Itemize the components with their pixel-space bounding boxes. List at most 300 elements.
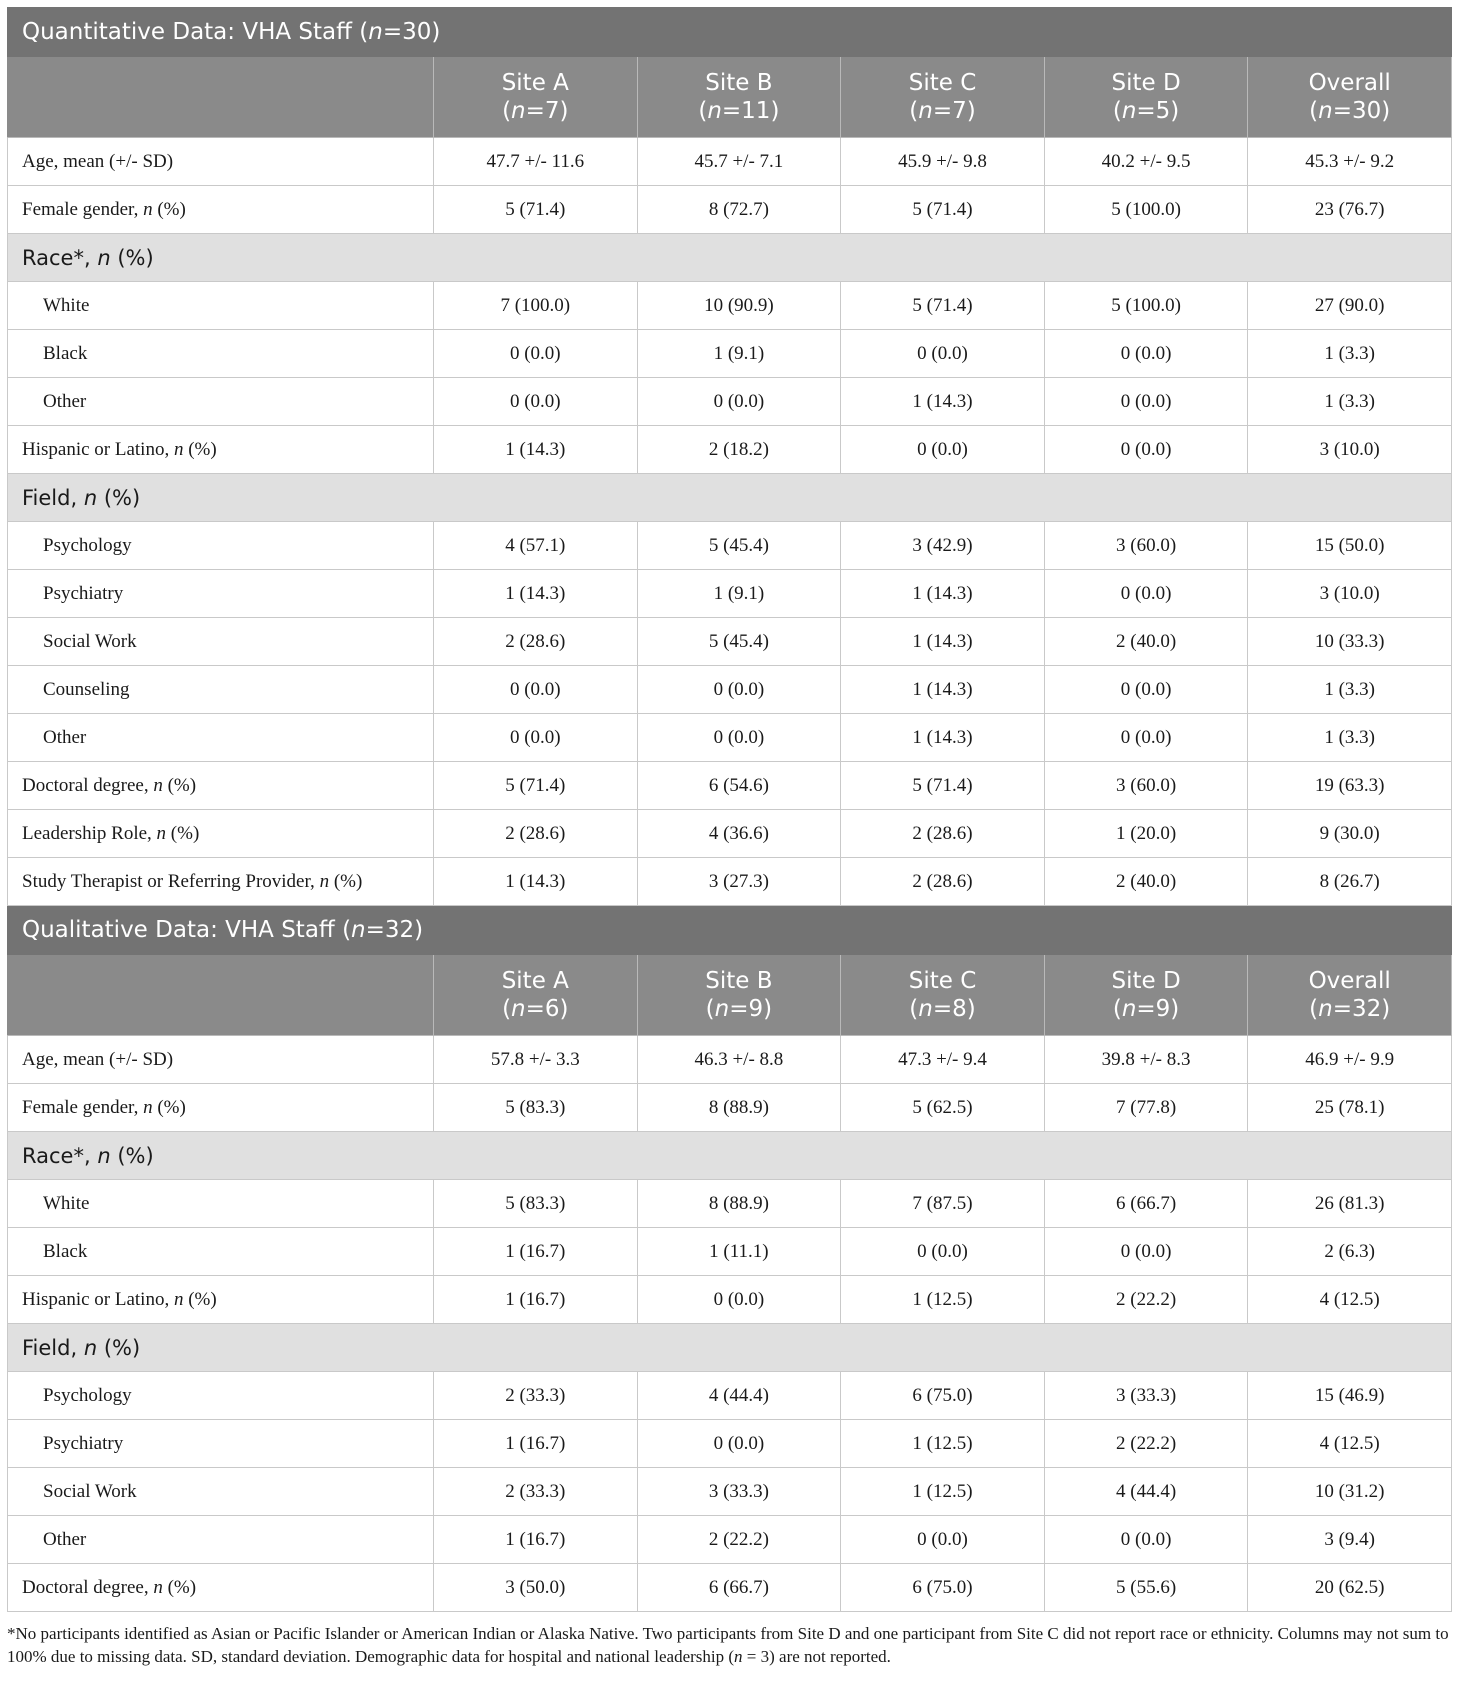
group-header xyxy=(8,1132,1452,1180)
column-header xyxy=(841,57,1045,138)
row-label xyxy=(8,1372,434,1420)
column-name: Site A xyxy=(501,968,569,994)
column-n-open: ( xyxy=(705,996,715,1022)
table-cell: 0 (0.0) xyxy=(637,714,841,762)
column-n-value: =8) xyxy=(932,996,976,1022)
column-name: Overall xyxy=(1308,70,1391,96)
table-cell: 5 (100.0) xyxy=(1044,282,1248,330)
table-cell: 0 (0.0) xyxy=(841,1228,1045,1276)
table-cell: 5 (71.4) xyxy=(841,762,1045,810)
table-row xyxy=(8,282,1452,330)
section-title-row xyxy=(8,8,1452,57)
column-n-open: ( xyxy=(502,98,512,124)
table-cell: 1 (16.7) xyxy=(434,1276,638,1324)
column-n-value: =30) xyxy=(1332,98,1391,124)
column-name: Site B xyxy=(705,70,773,96)
column-header-row xyxy=(8,57,1452,138)
footnote-text-1: *No participants identified as Asian or Pacific Islander or American Indian or Alaska Native. Two participants from Site D and one participant from Site C did not report race or ethnicity. Columns may not sum to 100% due to missing data. SD, standard deviation. Demographic data for hospital and national leadership ( xyxy=(7,1624,1449,1666)
table-cell: 46.9 +/- 9.9 xyxy=(1248,1036,1452,1084)
row-label-text: Black xyxy=(43,1240,88,1262)
column-header xyxy=(841,955,1045,1036)
section-title-count: =30) xyxy=(382,19,441,45)
table-cell: 1 (14.3) xyxy=(434,426,638,474)
table-cell: 5 (71.4) xyxy=(841,282,1045,330)
table-row xyxy=(8,714,1452,762)
row-label-text: Psychology xyxy=(43,1384,132,1406)
row-label-suffix: (%) xyxy=(152,1096,186,1118)
column-header xyxy=(1248,57,1452,138)
table-cell: 1 (3.3) xyxy=(1248,714,1452,762)
footnote-text-2: = 3) are not reported. xyxy=(742,1647,891,1666)
column-n-value: =9) xyxy=(1136,996,1180,1022)
table-cell: 5 (71.4) xyxy=(434,186,638,234)
column-n-open: ( xyxy=(909,996,919,1022)
column-n-open: ( xyxy=(1112,996,1122,1022)
group-label: Field, xyxy=(22,485,84,510)
table-cell: 10 (90.9) xyxy=(637,282,841,330)
row-label-text: Study Therapist or Referring Provider, xyxy=(22,870,320,892)
table-cell: 23 (76.7) xyxy=(1248,186,1452,234)
row-label-suffix: (%) xyxy=(183,1288,217,1310)
row-label-text: Doctoral degree, xyxy=(22,774,154,796)
table-cell: 1 (20.0) xyxy=(1044,810,1248,858)
column-n xyxy=(1248,97,1451,125)
table-cell: 1 (11.1) xyxy=(637,1228,841,1276)
group-header-row xyxy=(8,474,1452,522)
row-label xyxy=(8,1564,434,1612)
section-title-n: n xyxy=(351,917,366,943)
row-label-text: Age, mean (+/- SD) xyxy=(22,1048,174,1070)
column-n xyxy=(638,97,841,125)
table-cell: 1 (9.1) xyxy=(637,570,841,618)
row-label-text: Hispanic or Latino, xyxy=(22,438,174,460)
table-cell: 0 (0.0) xyxy=(1044,570,1248,618)
table-cell: 5 (83.3) xyxy=(434,1180,638,1228)
table-row xyxy=(8,810,1452,858)
row-label-text: Other xyxy=(43,390,87,412)
table-cell: 6 (75.0) xyxy=(841,1564,1045,1612)
table-cell: 2 (40.0) xyxy=(1044,618,1248,666)
group-header-row xyxy=(8,234,1452,282)
row-label xyxy=(8,378,434,426)
row-label xyxy=(8,426,434,474)
row-label-text: Psychiatry xyxy=(43,1432,124,1454)
group-n: n xyxy=(83,485,98,510)
table-row xyxy=(8,1228,1452,1276)
table-cell: 15 (50.0) xyxy=(1248,522,1452,570)
row-label-text: Social Work xyxy=(43,630,137,652)
table-cell: 5 (83.3) xyxy=(434,1084,638,1132)
row-label-n: n xyxy=(173,1288,184,1310)
column-n-symbol: n xyxy=(1318,98,1333,124)
row-label xyxy=(8,1276,434,1324)
table-cell: 0 (0.0) xyxy=(1044,1228,1248,1276)
table-cell: 45.7 +/- 7.1 xyxy=(637,138,841,186)
table-cell: 0 (0.0) xyxy=(1044,330,1248,378)
column-header xyxy=(637,57,841,138)
table-row xyxy=(8,618,1452,666)
section-title xyxy=(8,906,1452,955)
section-title-n: n xyxy=(368,19,383,45)
table-cell: 4 (57.1) xyxy=(434,522,638,570)
row-label-text: White xyxy=(43,1192,90,1214)
row-label-text: Female gender, xyxy=(22,198,144,220)
table-cell: 1 (14.3) xyxy=(841,618,1045,666)
column-header xyxy=(637,955,841,1036)
table-cell: 8 (26.7) xyxy=(1248,858,1452,906)
row-label-suffix: (%) xyxy=(152,198,186,220)
section-title-count: =32) xyxy=(365,917,424,943)
table-cell: 1 (14.3) xyxy=(841,714,1045,762)
table-cell: 4 (44.4) xyxy=(637,1372,841,1420)
table-cell: 10 (33.3) xyxy=(1248,618,1452,666)
group-header xyxy=(8,1324,1452,1372)
row-label xyxy=(8,1228,434,1276)
column-n xyxy=(1045,995,1248,1023)
table-cell: 1 (16.7) xyxy=(434,1228,638,1276)
table-cell: 0 (0.0) xyxy=(1044,666,1248,714)
table-cell: 8 (72.7) xyxy=(637,186,841,234)
table-cell: 3 (60.0) xyxy=(1044,762,1248,810)
table-cell: 46.3 +/- 8.8 xyxy=(637,1036,841,1084)
column-name: Site B xyxy=(705,968,773,994)
column-n-symbol: n xyxy=(714,996,730,1022)
column-name: Overall xyxy=(1308,968,1391,994)
group-suffix: (%) xyxy=(97,1335,141,1360)
table-cell: 0 (0.0) xyxy=(841,426,1045,474)
table-cell: 0 (0.0) xyxy=(637,666,841,714)
column-n-symbol: n xyxy=(1121,996,1137,1022)
column-n xyxy=(434,97,637,125)
table-row xyxy=(8,1036,1452,1084)
column-name: Site C xyxy=(908,70,977,96)
column-header xyxy=(434,57,638,138)
table-row xyxy=(8,1516,1452,1564)
table-cell: 5 (45.4) xyxy=(637,618,841,666)
column-n-symbol: n xyxy=(511,98,526,124)
table-cell: 7 (100.0) xyxy=(434,282,638,330)
table-cell: 0 (0.0) xyxy=(434,330,638,378)
table-cell: 0 (0.0) xyxy=(1044,378,1248,426)
table-cell: 45.3 +/- 9.2 xyxy=(1248,138,1452,186)
column-header xyxy=(434,955,638,1036)
table-cell: 1 (14.3) xyxy=(434,570,638,618)
group-suffix: (%) xyxy=(110,245,154,270)
table-cell: 8 (88.9) xyxy=(637,1180,841,1228)
table-cell: 2 (28.6) xyxy=(434,618,638,666)
table-cell: 1 (3.3) xyxy=(1248,378,1452,426)
column-n-open: ( xyxy=(909,98,919,124)
row-label xyxy=(8,810,434,858)
table-row xyxy=(8,138,1452,186)
column-n-symbol: n xyxy=(511,996,526,1022)
table-cell: 3 (33.3) xyxy=(637,1468,841,1516)
row-label-text: Psychiatry xyxy=(43,582,124,604)
row-label xyxy=(8,522,434,570)
table-cell: 1 (12.5) xyxy=(841,1468,1045,1516)
table-row xyxy=(8,1084,1452,1132)
row-label xyxy=(8,570,434,618)
column-n xyxy=(638,995,841,1023)
group-header-row xyxy=(8,1132,1452,1180)
demographics-table xyxy=(7,7,1452,1612)
table-cell: 1 (14.3) xyxy=(841,666,1045,714)
demographics-table-container xyxy=(7,7,1451,1668)
row-label-text: Psychology xyxy=(43,534,132,556)
row-label-text: Doctoral degree, xyxy=(22,1576,154,1598)
table-cell: 2 (28.6) xyxy=(841,858,1045,906)
table-cell: 47.7 +/- 11.6 xyxy=(434,138,638,186)
table-cell: 25 (78.1) xyxy=(1248,1084,1452,1132)
table-cell: 26 (81.3) xyxy=(1248,1180,1452,1228)
table-cell: 3 (9.4) xyxy=(1248,1516,1452,1564)
table-cell: 5 (45.4) xyxy=(637,522,841,570)
section-title xyxy=(8,8,1452,57)
table-row xyxy=(8,1468,1452,1516)
table-cell: 0 (0.0) xyxy=(637,1420,841,1468)
table-cell: 20 (62.5) xyxy=(1248,1564,1452,1612)
row-label xyxy=(8,714,434,762)
table-cell: 3 (27.3) xyxy=(637,858,841,906)
row-label-text: Female gender, xyxy=(22,1096,144,1118)
footnote-n: n xyxy=(734,1647,743,1666)
column-n-value: =32) xyxy=(1332,996,1391,1022)
column-n xyxy=(841,97,1044,125)
table-cell: 8 (88.9) xyxy=(637,1084,841,1132)
table-cell: 6 (66.7) xyxy=(637,1564,841,1612)
table-cell: 1 (3.3) xyxy=(1248,330,1452,378)
table-row xyxy=(8,1372,1452,1420)
row-label-text: Counseling xyxy=(43,678,130,700)
table-cell: 2 (28.6) xyxy=(841,810,1045,858)
table-cell: 5 (100.0) xyxy=(1044,186,1248,234)
table-cell: 1 (14.3) xyxy=(434,858,638,906)
table-cell: 1 (16.7) xyxy=(434,1516,638,1564)
table-cell: 1 (14.3) xyxy=(841,570,1045,618)
column-name: Site D xyxy=(1111,968,1181,994)
row-label-suffix: (%) xyxy=(329,870,363,892)
table-cell: 2 (22.2) xyxy=(1044,1420,1248,1468)
column-n-value: =7) xyxy=(932,98,976,124)
table-row xyxy=(8,378,1452,426)
table-cell: 1 (9.1) xyxy=(637,330,841,378)
table-cell: 7 (77.8) xyxy=(1044,1084,1248,1132)
group-n: n xyxy=(97,245,111,270)
column-n-open: ( xyxy=(1112,98,1122,124)
table-row xyxy=(8,186,1452,234)
row-label-n: n xyxy=(153,774,163,796)
table-row xyxy=(8,570,1452,618)
column-header-blank xyxy=(8,57,434,138)
table-cell: 7 (87.5) xyxy=(841,1180,1045,1228)
table-cell: 0 (0.0) xyxy=(1044,426,1248,474)
row-label-text: Black xyxy=(43,342,88,364)
row-label xyxy=(8,858,434,906)
table-row xyxy=(8,1564,1452,1612)
column-header xyxy=(1044,57,1248,138)
group-header xyxy=(8,234,1452,282)
row-label-text: White xyxy=(43,294,90,316)
table-cell: 3 (10.0) xyxy=(1248,570,1452,618)
row-label-suffix: (%) xyxy=(166,822,200,844)
table-cell: 2 (33.3) xyxy=(434,1372,638,1420)
table-cell: 6 (54.6) xyxy=(637,762,841,810)
row-label-suffix: (%) xyxy=(183,438,217,460)
row-label-suffix: (%) xyxy=(162,1576,197,1598)
table-row xyxy=(8,858,1452,906)
table-cell: 0 (0.0) xyxy=(637,378,841,426)
table-cell: 6 (66.7) xyxy=(1044,1180,1248,1228)
table-cell: 0 (0.0) xyxy=(841,1516,1045,1564)
column-n-symbol: n xyxy=(918,98,933,124)
table-cell: 19 (63.3) xyxy=(1248,762,1452,810)
row-label-text: Social Work xyxy=(43,1480,137,1502)
row-label xyxy=(8,762,434,810)
table-cell: 1 (14.3) xyxy=(841,378,1045,426)
column-name: Site D xyxy=(1111,70,1181,96)
table-cell: 3 (33.3) xyxy=(1044,1372,1248,1420)
table-cell: 47.3 +/- 9.4 xyxy=(841,1036,1045,1084)
table-row xyxy=(8,762,1452,810)
table-cell: 1 (12.5) xyxy=(841,1420,1045,1468)
column-n-value: =11) xyxy=(721,98,780,124)
column-n-symbol: n xyxy=(707,98,722,124)
table-row xyxy=(8,1276,1452,1324)
table-row xyxy=(8,522,1452,570)
table-cell: 6 (75.0) xyxy=(841,1372,1045,1420)
column-name: Site C xyxy=(908,968,977,994)
group-n: n xyxy=(97,1143,111,1168)
table-row xyxy=(8,426,1452,474)
group-label: Race*, xyxy=(22,245,98,270)
table-row xyxy=(8,330,1452,378)
table-cell: 2 (6.3) xyxy=(1248,1228,1452,1276)
table-cell: 2 (22.2) xyxy=(637,1516,841,1564)
table-cell: 5 (62.5) xyxy=(841,1084,1045,1132)
table-cell: 4 (12.5) xyxy=(1248,1420,1452,1468)
table-cell: 57.8 +/- 3.3 xyxy=(434,1036,638,1084)
table-cell: 10 (31.2) xyxy=(1248,1468,1452,1516)
column-header xyxy=(1044,955,1248,1036)
table-cell: 0 (0.0) xyxy=(841,330,1045,378)
group-label: Race*, xyxy=(22,1143,98,1168)
group-n: n xyxy=(83,1335,98,1360)
column-header xyxy=(1248,955,1452,1036)
section-title-text: Qualitative Data: VHA Staff ( xyxy=(22,917,352,943)
column-n xyxy=(1248,995,1451,1023)
column-header-row xyxy=(8,955,1452,1036)
table-cell: 5 (71.4) xyxy=(434,762,638,810)
table-cell: 4 (12.5) xyxy=(1248,1276,1452,1324)
table-cell: 3 (50.0) xyxy=(434,1564,638,1612)
group-label: Field, xyxy=(22,1335,84,1360)
table-cell: 4 (44.4) xyxy=(1044,1468,1248,1516)
row-label-n: n xyxy=(153,1576,163,1598)
row-label-n: n xyxy=(143,198,153,220)
column-n-symbol: n xyxy=(918,996,933,1022)
table-footnote xyxy=(7,1622,1451,1668)
table-cell: 2 (33.3) xyxy=(434,1468,638,1516)
table-cell: 3 (10.0) xyxy=(1248,426,1452,474)
table-row xyxy=(8,666,1452,714)
section-title-text: Quantitative Data: VHA Staff ( xyxy=(22,19,369,45)
row-label xyxy=(8,330,434,378)
table-cell: 5 (55.6) xyxy=(1044,1564,1248,1612)
table-cell: 0 (0.0) xyxy=(1044,714,1248,762)
column-n xyxy=(841,995,1044,1023)
row-label xyxy=(8,666,434,714)
table-cell: 0 (0.0) xyxy=(1044,1516,1248,1564)
column-n-value: =6) xyxy=(525,996,569,1022)
row-label xyxy=(8,186,434,234)
column-n xyxy=(434,995,637,1023)
group-suffix: (%) xyxy=(110,1143,154,1168)
column-n-symbol: n xyxy=(1121,98,1137,124)
row-label xyxy=(8,1468,434,1516)
table-cell: 9 (30.0) xyxy=(1248,810,1452,858)
row-label-text: Leadership Role, xyxy=(22,822,157,844)
column-n-value: =5) xyxy=(1136,98,1180,124)
row-label-n: n xyxy=(319,870,330,892)
column-n-value: =9) xyxy=(729,996,773,1022)
row-label-text: Other xyxy=(43,1528,87,1550)
row-label-text: Age, mean (+/- SD) xyxy=(22,150,174,172)
row-label xyxy=(8,1084,434,1132)
group-header xyxy=(8,474,1452,522)
table-cell: 0 (0.0) xyxy=(637,1276,841,1324)
table-cell: 0 (0.0) xyxy=(434,666,638,714)
table-cell: 3 (42.9) xyxy=(841,522,1045,570)
row-label xyxy=(8,282,434,330)
row-label xyxy=(8,618,434,666)
table-cell: 2 (28.6) xyxy=(434,810,638,858)
table-cell: 1 (12.5) xyxy=(841,1276,1045,1324)
table-body xyxy=(8,8,1452,1612)
row-label-n: n xyxy=(143,1096,153,1118)
column-header-blank xyxy=(8,955,434,1036)
row-label-text: Other xyxy=(43,726,87,748)
group-suffix: (%) xyxy=(97,485,141,510)
column-n-open: ( xyxy=(1309,98,1319,124)
column-n-open: ( xyxy=(698,98,708,124)
row-label-n: n xyxy=(156,822,167,844)
table-cell: 5 (71.4) xyxy=(841,186,1045,234)
column-name: Site A xyxy=(501,70,569,96)
row-label xyxy=(8,1516,434,1564)
table-cell: 0 (0.0) xyxy=(434,714,638,762)
table-cell: 2 (40.0) xyxy=(1044,858,1248,906)
row-label xyxy=(8,1180,434,1228)
table-cell: 39.8 +/- 8.3 xyxy=(1044,1036,1248,1084)
group-header-row xyxy=(8,1324,1452,1372)
column-n-open: ( xyxy=(502,996,512,1022)
row-label xyxy=(8,1036,434,1084)
column-n xyxy=(1045,97,1248,125)
table-cell: 0 (0.0) xyxy=(434,378,638,426)
table-cell: 15 (46.9) xyxy=(1248,1372,1452,1420)
column-n-open: ( xyxy=(1309,996,1319,1022)
table-cell: 1 (16.7) xyxy=(434,1420,638,1468)
row-label xyxy=(8,1420,434,1468)
table-row xyxy=(8,1420,1452,1468)
row-label-n: n xyxy=(173,438,184,460)
table-cell: 2 (18.2) xyxy=(637,426,841,474)
section-title-row xyxy=(8,906,1452,955)
table-cell: 45.9 +/- 9.8 xyxy=(841,138,1045,186)
table-cell: 4 (36.6) xyxy=(637,810,841,858)
table-cell: 2 (22.2) xyxy=(1044,1276,1248,1324)
table-cell: 40.2 +/- 9.5 xyxy=(1044,138,1248,186)
